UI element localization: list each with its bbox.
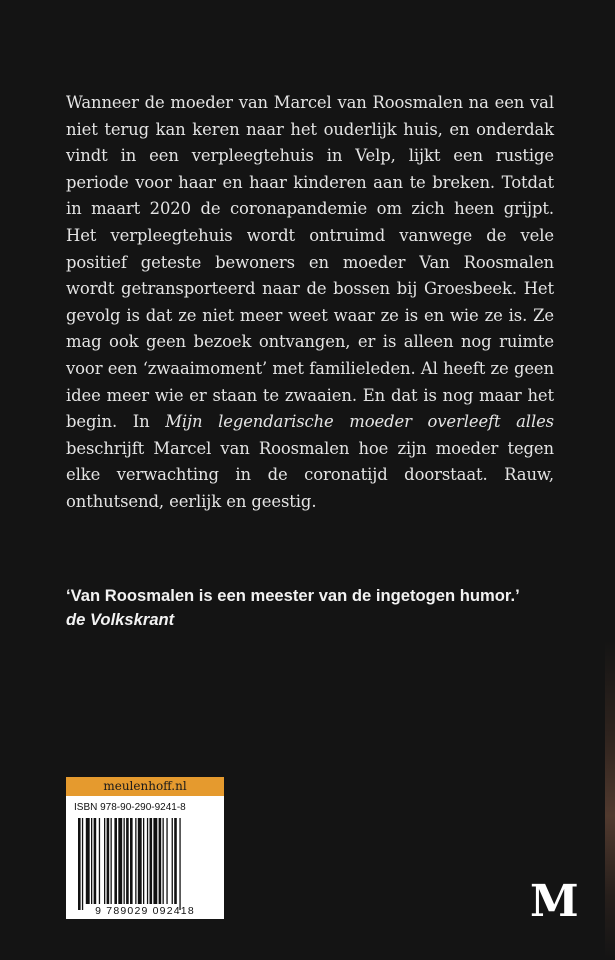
press-quote bbox=[66, 584, 566, 632]
quote-source: de Volkskrant bbox=[66, 610, 175, 629]
book-title-italic: Mijn legendarische moeder overleeft alles bbox=[165, 412, 554, 432]
back-cover-blurb bbox=[66, 90, 554, 516]
publisher-website: meulenhoff.nl bbox=[66, 777, 224, 796]
blurb-text-part2: beschrijft Marcel van Roosmalen hoe zijn moeder tegen elke verwachting in de coronatijd doorstaat. Rauw, onthutsend, eerlijk en geestig. bbox=[66, 438, 554, 511]
isbn-label: ISBN 978-90-290-9241-8 bbox=[74, 802, 186, 813]
blurb-paragraph bbox=[66, 90, 554, 516]
cover-edge-artwork bbox=[605, 640, 615, 960]
blurb-text-part1: Wanneer de moeder van Marcel van Roosmalen na een val niet terug kan keren naar het ouderlijk huis, en onderdak vindt in een verpleegtehuis in Velp, lijkt een rustige periode voor haar en haar kinderen aan te breken. Totdat in maart 2020 de coronapandemie om zich heen grijpt. Het verpleegtehuis wordt ontruimd vanwege de vele positief geteste bewoners en moeder Van Roosmalen wordt getransporteerd naar de bossen bij Groesbeek. Het gevolg is dat ze niet meer weet waar ze is en wie ze is. Ze mag ook geen bezoek ontvangen, er is alleen nog ruimte voor een ‘zwaaimoment’ met familieleden. Al heeft ze geen idee meer wie er staan te zwaaien. En dat is nog maar het begin. In bbox=[66, 93, 554, 432]
barcode-digits: 9 789029 092418 bbox=[95, 905, 195, 917]
barcode bbox=[78, 818, 212, 910]
quote-text: ‘Van Roosmalen is een meester van de ingetogen humor.’ bbox=[66, 586, 520, 605]
publisher-logo: M bbox=[530, 876, 579, 927]
isbn-sticker bbox=[66, 777, 224, 919]
